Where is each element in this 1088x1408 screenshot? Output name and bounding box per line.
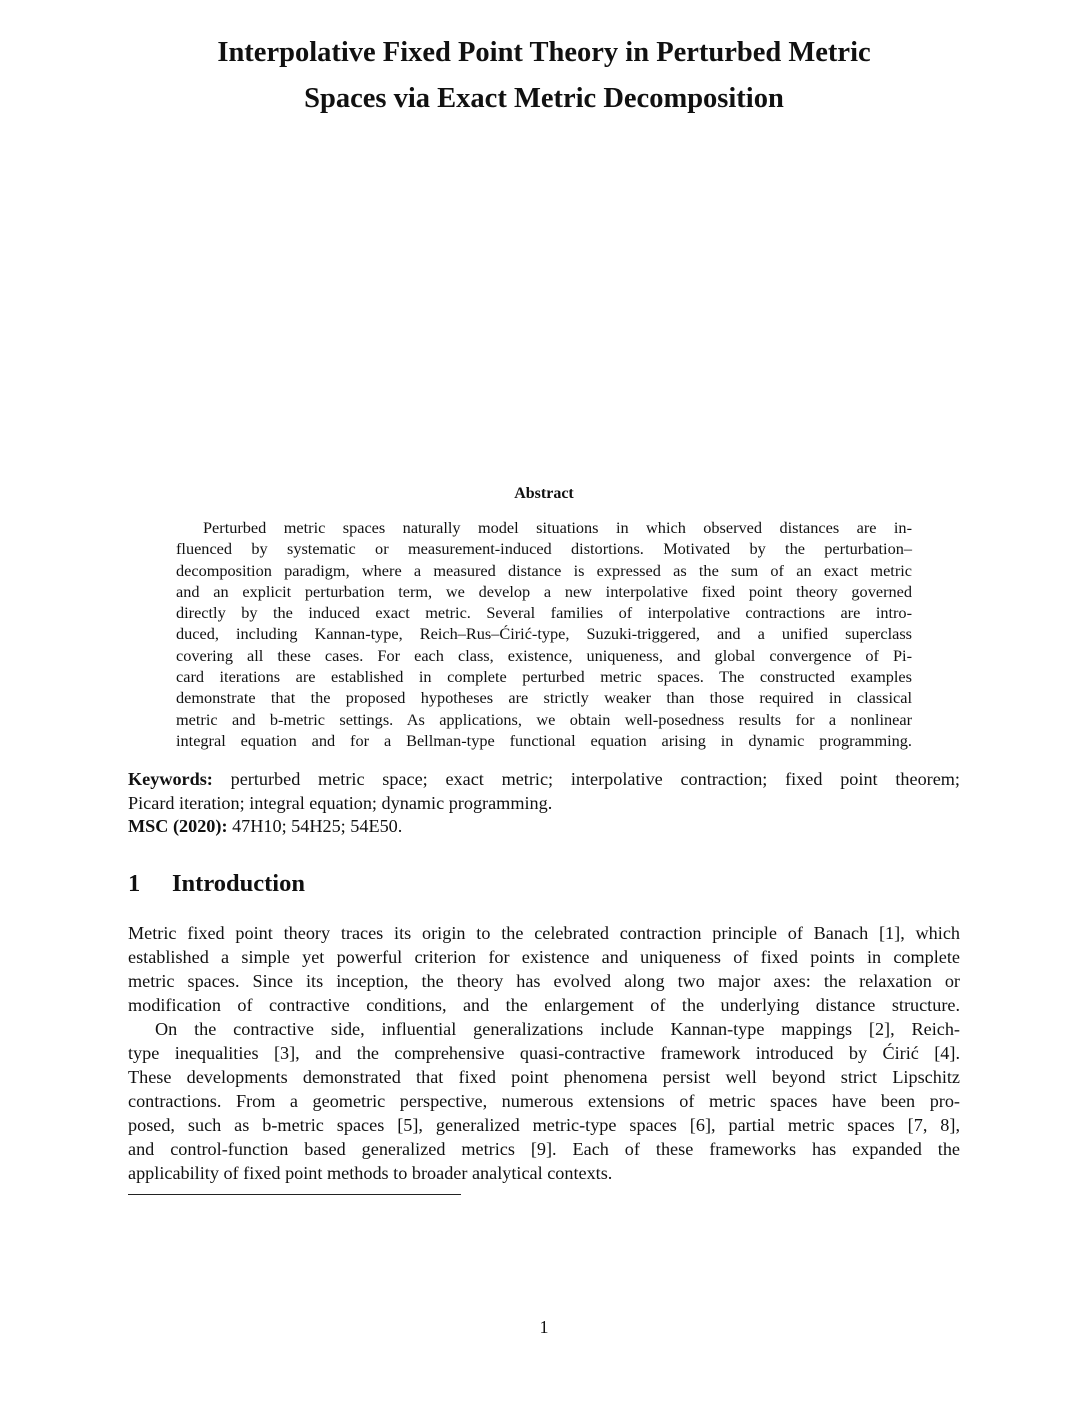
body-line: modification of contractive conditions, and the enlargement of the underlying distance structure. xyxy=(128,995,960,1015)
abstract-line: fluenced by systematic or measurement-induced distortions. Motivated by the perturbation– xyxy=(176,539,912,559)
keywords-line: Picard iteration; integral equation; dynamic programming. xyxy=(128,792,553,813)
body-line: metric spaces. Since its inception, the theory has evolved along two major axes: the relaxation or xyxy=(128,971,960,991)
footnote-rule xyxy=(128,1194,461,1195)
body-line: applicability of fixed point methods to broader analytical contexts. xyxy=(128,1163,613,1183)
body-line: On the contractive side, influential generalizations include Kannan-type mappings [2], Reich- xyxy=(155,1019,960,1039)
msc-line xyxy=(128,815,960,839)
page-number: 1 xyxy=(539,1317,549,1337)
body-line: contractions. From a geometric perspective, numerous extensions of metric spaces have been pro- xyxy=(128,1091,960,1111)
abstract-line: decomposition paradigm, where a measured distance is expressed as the sum of an exact metric xyxy=(176,560,912,580)
section-title: Introduction xyxy=(172,870,305,897)
body-line: These developments demonstrated that fixed point phenomena persist well beyond strict Lipschitz xyxy=(128,1067,960,1087)
introduction-body xyxy=(128,921,960,1185)
body-line: Metric fixed point theory traces its origin to the celebrated contraction principle of Banach [1], which xyxy=(128,923,960,943)
body-line: and control-function based generalized metrics [9]. Each of these frameworks has expanded the xyxy=(128,1139,960,1159)
abstract-line: Perturbed metric spaces naturally model situations in which observed distances are in- xyxy=(203,518,912,537)
body-line: established a simple yet powerful criterion for existence and uniqueness of fixed points in complete xyxy=(128,947,960,967)
abstract-body xyxy=(176,517,912,751)
abstract-line: metric and b-metric settings. As applications, we obtain well-posedness results for a nonlinear xyxy=(176,709,912,729)
paper-title xyxy=(0,30,1088,122)
title-line: Spaces via Exact Metric Decomposition xyxy=(304,83,784,114)
paragraph xyxy=(128,1017,960,1185)
body-line: posed, such as b-metric spaces [5], generalized metric-type spaces [6], partial metric spaces [7, 8], xyxy=(128,1115,960,1135)
abstract-line: card iterations are established in complete perturbed metric spaces. The constructed examples xyxy=(176,667,912,687)
abstract-line: duced, including Kannan-type, Reich–Rus–Ćirić-type, Suzuki-triggered, and a unified superclass xyxy=(176,624,912,644)
title-line: Interpolative Fixed Point Theory in Perturbed Metric xyxy=(217,37,871,68)
paragraph xyxy=(128,921,960,1017)
abstract-line: covering all these cases. For each class, existence, uniqueness, and global convergence of Pi- xyxy=(176,645,912,665)
abstract-line: and an explicit perturbation term, we develop a new interpolative fixed point theory governed xyxy=(176,581,912,601)
section-number: 1 xyxy=(128,870,141,897)
msc-label: MSC (2020): xyxy=(128,816,228,836)
msc-codes: 47H10; 54H25; 54E50. xyxy=(232,816,403,836)
abstract-line: integral equation and for a Bellman-type functional equation arising in dynamic programming. xyxy=(176,730,912,750)
abstract-heading: Abstract xyxy=(514,485,574,502)
keywords-block xyxy=(128,768,960,839)
abstract-line: demonstrate that the proposed hypotheses are strictly weaker than those required in classical xyxy=(176,688,912,708)
section-heading xyxy=(128,870,305,898)
keywords-text: perturbed metric space; exact metric; interpolative contraction; fixed point theorem; xyxy=(230,769,960,789)
abstract-line: directly by the induced exact metric. Several families of interpolative contractions are intro- xyxy=(176,603,912,623)
body-line: type inequalities [3], and the comprehensive quasi-contractive framework introduced by Ćirić [4]. xyxy=(128,1043,960,1063)
keywords-line xyxy=(128,768,960,792)
keywords-label: Keywords: xyxy=(128,769,213,789)
